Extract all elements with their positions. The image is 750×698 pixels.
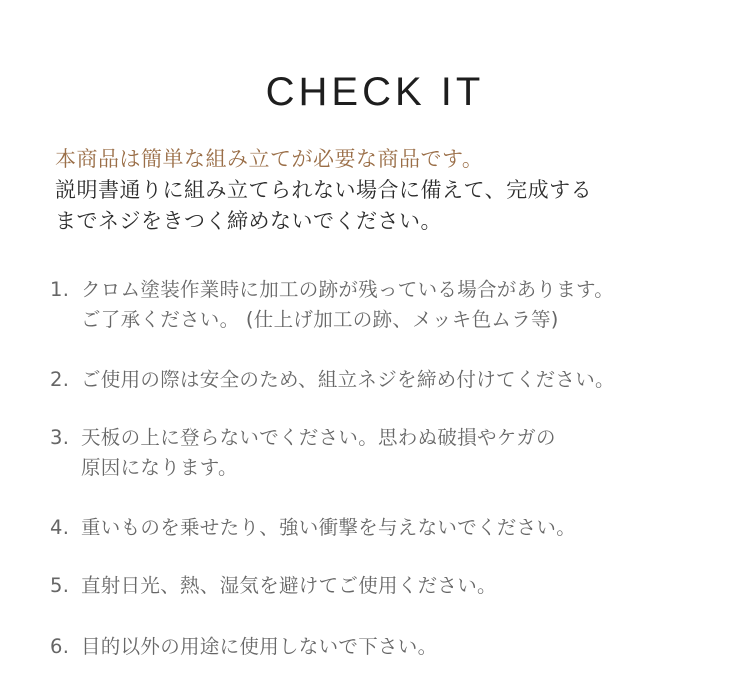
list-item-number: 6.	[50, 635, 70, 658]
page-title: CHECK IT	[265, 70, 485, 114]
list-item	[50, 365, 730, 395]
intro-line-2: 説明書通りに組み立てられない場合に備えて、完成する	[55, 178, 593, 202]
intro-highlight: 本商品は簡単な組み立てが必要な商品です。	[55, 147, 484, 171]
list-item	[50, 513, 730, 543]
list-item-text: クロム塗装作業時に加工の跡が残っている場合があります。	[81, 278, 615, 301]
list-item-text: 重いものを乗せたり、強い衝撃を与えないでください。	[81, 516, 577, 539]
list-item-text: 目的以外の用途に使用しないで下さい。	[81, 635, 438, 658]
list-item	[50, 632, 730, 662]
list-item-number: 5.	[50, 574, 70, 597]
list-item-text: 原因になります。	[81, 456, 238, 479]
list-item	[50, 275, 730, 335]
list-item-text: ご使用の際は安全のため、組立ネジを締め付けてください。	[81, 368, 615, 391]
list-item	[50, 571, 730, 601]
list-item	[50, 423, 730, 483]
list-item-number: 1.	[50, 278, 70, 301]
list-item-number: 3.	[50, 426, 70, 449]
list-item-text: 天板の上に登らないでください。思わぬ破損やケガの	[81, 426, 556, 449]
list-item-number: 4.	[50, 516, 70, 539]
intro-block	[55, 144, 715, 237]
list-item-number: 2.	[50, 368, 70, 391]
intro-line-3: までネジをきつく締めないでください。	[55, 209, 442, 233]
list-item-text: ご了承ください。 (仕上げ加工の跡、メッキ色ムラ等)	[81, 308, 559, 331]
list-item-text: 直射日光、熱、湿気を避けてご使用ください。	[81, 574, 497, 597]
